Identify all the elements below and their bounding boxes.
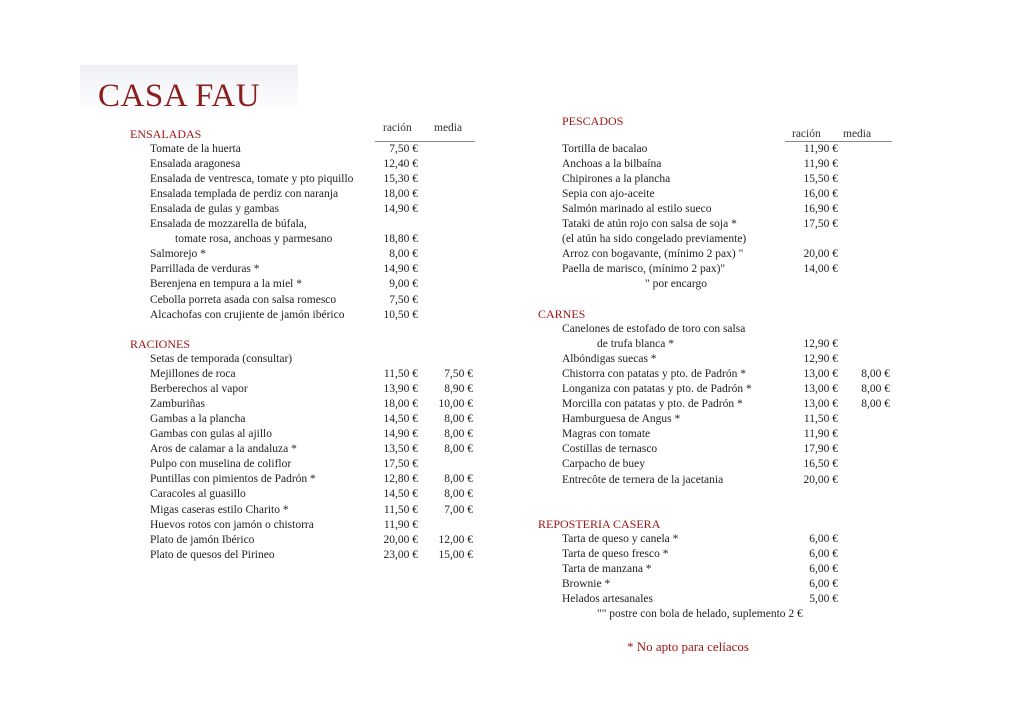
item-name: Tarta de manzana * <box>562 563 652 576</box>
item-name: Tataki de atún rojo con salsa de soja * <box>562 218 737 231</box>
item-price-racion: 17,90 € <box>803 443 838 456</box>
item-name: Tarta de queso y canela * <box>562 533 679 545</box>
menu-item-carnes <box>562 412 890 427</box>
restaurant-logo: CASA FAU <box>98 78 261 114</box>
item-price-racion: 5,00 € <box>809 593 838 606</box>
item-price-racion: 13,50 € <box>383 443 418 456</box>
item-name: Berenjena en tempura a la miel * <box>150 278 302 291</box>
menu-item-raciones <box>150 442 473 457</box>
menu-item-ensaladas <box>150 157 473 172</box>
item-price-racion: 11,90 € <box>383 518 418 531</box>
menu-item-pescados <box>562 217 890 232</box>
menu-item-pescados <box>562 202 890 217</box>
item-name: Ensalada de gulas y gambas <box>150 203 280 216</box>
col-header-racion-left: ración <box>383 122 412 134</box>
item-name: Ensalada templada de perdiz con naranja <box>150 188 339 201</box>
item-price-racion: 6,00 € <box>809 548 838 561</box>
item-name: Canelones de estofado de toro con salsa <box>562 323 746 335</box>
col-header-media-right: media <box>843 128 872 140</box>
menu-item-carnes <box>562 397 890 412</box>
menu-item-ensaladas <box>150 142 473 157</box>
item-name: Sepia con ajo-aceite <box>562 188 655 201</box>
menu-item-ensaladas <box>150 187 473 202</box>
menu-item-raciones <box>150 518 473 533</box>
item-price-media: 8,00 € <box>861 383 890 396</box>
item-name: Berberechos al vapor <box>150 383 248 396</box>
item-name: Entrecôte de ternera de la jacetania <box>562 473 724 486</box>
item-name: Aros de calamar a la andaluza * <box>150 443 297 456</box>
item-name: Cebolla porreta asada con salsa romesco <box>150 293 337 306</box>
menu-item-carnes <box>562 367 890 382</box>
item-name: Gambas con gulas al ajillo <box>150 428 272 441</box>
item-price-racion: 12,40 € <box>383 158 418 171</box>
item-price-racion: 20,00 € <box>383 533 418 546</box>
item-price-racion: 11,90 € <box>803 428 838 441</box>
menu-item-reposteria <box>562 607 890 622</box>
item-name: Huevos rotos con jamón o chistorra <box>150 518 314 531</box>
item-price-racion: 17,50 € <box>803 218 838 231</box>
menu-item-pescados <box>562 247 890 262</box>
menu-item-ensaladas <box>150 308 473 323</box>
menu-item-raciones <box>150 352 473 367</box>
item-price-media: 7,50 € <box>444 368 473 381</box>
item-name: Ensalada aragonesa <box>150 158 241 171</box>
menu-item-carnes <box>562 337 890 352</box>
item-name: Tomate de la huerta <box>150 143 241 155</box>
item-name: Pulpo con muselina de coliflor <box>150 458 292 471</box>
item-name: Gambas a la plancha <box>150 413 246 426</box>
menu-item-pescados <box>562 142 890 157</box>
item-name: Caracoles al guasillo <box>150 488 246 501</box>
item-price-racion: 14,90 € <box>383 428 418 441</box>
menu-item-ensaladas <box>150 247 473 262</box>
item-price-racion: 14,00 € <box>803 263 838 276</box>
item-name: Magras con tomate <box>562 428 651 441</box>
section-heading-carnes: CARNES <box>538 307 586 321</box>
item-price-racion: 6,00 € <box>809 533 838 545</box>
menu-item-carnes <box>562 322 890 337</box>
menu-item-reposteria <box>562 532 890 547</box>
menu-item-raciones <box>150 533 473 548</box>
item-name: Chistorra con patatas y pto. de Padrón * <box>562 368 746 381</box>
item-price-media: 15,00 € <box>438 548 473 561</box>
section-heading-raciones: RACIONES <box>130 337 191 351</box>
menu-item-ensaladas <box>150 172 473 187</box>
item-name: Setas de temporada (consultar) <box>150 353 293 365</box>
item-name: " por encargo <box>645 278 707 291</box>
item-price-racion: 15,30 € <box>383 173 418 186</box>
item-name: Carpacho de buey <box>562 458 646 471</box>
menu-item-reposteria <box>562 577 890 592</box>
item-name: Arroz con bogavante, (mínimo 2 pax) " <box>562 248 744 261</box>
footnote-celiac: * No apto para celíacos <box>626 639 749 654</box>
item-price-media: 7,00 € <box>444 503 473 516</box>
item-price-racion: 20,00 € <box>803 473 838 486</box>
menu-item-pescados <box>562 172 890 187</box>
item-name: Zamburiñas <box>150 398 205 411</box>
item-name: Tarta de queso fresco * <box>562 548 669 561</box>
menu-item-pescados <box>562 232 890 247</box>
menu-item-ensaladas <box>150 262 473 277</box>
menu-item-raciones <box>150 397 473 412</box>
section-heading-pescados: PESCADOS <box>562 114 624 128</box>
item-price-racion: 8,00 € <box>389 248 418 261</box>
menu-item-carnes <box>562 473 890 488</box>
menu-item-raciones <box>150 457 473 472</box>
menu-item-ensaladas <box>150 293 473 308</box>
item-name: Plato de quesos del Pirineo <box>150 548 275 561</box>
menu-item-reposteria <box>562 562 890 577</box>
menu-item-reposteria <box>562 592 890 607</box>
item-price-racion: 13,00 € <box>803 383 838 396</box>
item-name: Salmón marinado al estilo sueco <box>562 203 712 216</box>
item-name: Tortilla de bacalao <box>562 143 648 155</box>
item-price-racion: 12,90 € <box>803 353 838 366</box>
menu-item-raciones <box>150 472 473 487</box>
item-price-racion: 18,00 € <box>383 188 418 201</box>
menu-item-carnes <box>562 382 890 397</box>
item-price-racion: 14,90 € <box>383 263 418 276</box>
item-price-media: 12,00 € <box>438 533 473 546</box>
menu-item-reposteria <box>562 547 890 562</box>
item-price-racion: 13,90 € <box>383 383 418 396</box>
menu-item-carnes <box>562 442 890 457</box>
item-price-media: 8,00 € <box>861 368 890 381</box>
item-name: Migas caseras estilo Charito * <box>150 503 289 516</box>
menu-item-carnes <box>562 352 890 367</box>
item-price-racion: 18,00 € <box>383 398 418 411</box>
item-name: "" postre con bola de helado, suplemento 2 € <box>597 608 803 621</box>
item-name: Morcilla con patatas y pto. de Padrón * <box>562 398 743 411</box>
item-name: Salmorejo * <box>150 248 206 261</box>
item-price-racion: 6,00 € <box>809 563 838 576</box>
item-price-racion: 18,80 € <box>383 233 418 246</box>
col-header-racion-right: ración <box>792 128 821 140</box>
item-price-media: 8,00 € <box>444 473 473 486</box>
item-price-racion: 20,00 € <box>803 248 838 261</box>
item-price-racion: 16,50 € <box>803 458 838 471</box>
item-price-racion: 11,90 € <box>803 158 838 171</box>
item-price-racion: 11,50 € <box>803 413 838 426</box>
item-name: de trufa blanca * <box>597 338 674 351</box>
item-name: Chipirones a la plancha <box>562 173 671 186</box>
item-price-racion: 17,50 € <box>383 458 418 471</box>
menu-item-raciones <box>150 427 473 442</box>
item-price-racion: 13,00 € <box>803 398 838 411</box>
item-price-racion: 7,50 € <box>389 293 418 306</box>
item-price-racion: 12,80 € <box>383 473 418 486</box>
menu-item-raciones <box>150 548 473 563</box>
item-price-media: 8,00 € <box>444 413 473 426</box>
item-price-racion: 6,00 € <box>809 578 838 591</box>
menu-item-ensaladas <box>150 277 473 292</box>
col-header-media-left: media <box>434 122 463 134</box>
item-price-media: 8,00 € <box>444 488 473 501</box>
item-price-racion: 14,50 € <box>383 488 418 501</box>
menu-item-carnes <box>562 457 890 472</box>
section-heading-reposteria: REPOSTERIA CASERA <box>538 517 661 531</box>
item-price-racion: 7,50 € <box>389 143 418 155</box>
menu-item-ensaladas <box>150 232 473 247</box>
item-name: Plato de jamón Ibérico <box>150 533 255 546</box>
item-price-racion: 13,00 € <box>803 368 838 381</box>
item-name: Paella de marisco, (mínimo 2 pax)" <box>562 263 726 276</box>
item-name: Longaniza con patatas y pto. de Padrón * <box>562 383 752 396</box>
menu-item-carnes <box>562 427 890 442</box>
item-name: Brownie * <box>562 578 611 591</box>
item-name: (el atún ha sido congelado previamente) <box>562 233 747 246</box>
menu-item-ensaladas <box>150 202 473 217</box>
item-price-racion: 10,50 € <box>383 308 418 321</box>
item-price-media: 10,00 € <box>438 398 473 411</box>
section-heading-ensaladas: ENSALADAS <box>130 127 202 141</box>
menu-item-raciones <box>150 382 473 397</box>
menu-item-ensaladas <box>150 217 473 232</box>
item-name: Helados artesanales <box>562 593 654 606</box>
item-name: Parrillada de verduras * <box>150 263 260 276</box>
item-name: Mejillones de roca <box>150 368 236 381</box>
item-price-racion: 12,90 € <box>803 338 838 351</box>
menu-item-pescados <box>562 187 890 202</box>
item-name: Ensalada de ventresca, tomate y pto piquillo <box>150 173 354 186</box>
item-price-racion: 14,90 € <box>383 203 418 216</box>
menu-item-raciones <box>150 367 473 382</box>
item-price-racion: 11,90 € <box>803 143 838 155</box>
item-price-media: 8,90 € <box>444 383 473 396</box>
item-name: Costillas de ternasco <box>562 443 658 456</box>
item-price-racion: 14,50 € <box>383 413 418 426</box>
menu-item-pescados <box>562 277 890 292</box>
menu-item-raciones <box>150 503 473 518</box>
item-price-racion: 16,00 € <box>803 188 838 201</box>
item-price-racion: 23,00 € <box>383 548 418 561</box>
item-name: Albóndigas suecas * <box>562 353 657 366</box>
menu-item-raciones <box>150 487 473 502</box>
menu-item-pescados <box>562 157 890 172</box>
item-price-racion: 15,50 € <box>803 173 838 186</box>
item-name: Puntillas con pimientos de Padrón * <box>150 473 316 486</box>
item-name: Ensalada de mozzarella de búfala, <box>150 218 307 231</box>
item-name: Anchoas a la bilbaína <box>562 158 662 171</box>
item-price-racion: 9,00 € <box>389 278 418 291</box>
menu-item-raciones <box>150 412 473 427</box>
item-price-racion: 11,50 € <box>383 503 418 516</box>
item-price-racion: 11,50 € <box>383 368 418 381</box>
item-name: tomate rosa, anchoas y parmesano <box>175 233 333 246</box>
item-price-media: 8,00 € <box>861 398 890 411</box>
item-price-racion: 16,90 € <box>803 203 838 216</box>
menu-item-pescados <box>562 262 890 277</box>
item-price-media: 8,00 € <box>444 428 473 441</box>
item-price-media: 8,00 € <box>444 443 473 456</box>
item-name: Alcachofas con crujiente de jamón ibérico <box>150 308 345 321</box>
item-name: Hamburguesa de Angus * <box>562 413 681 426</box>
